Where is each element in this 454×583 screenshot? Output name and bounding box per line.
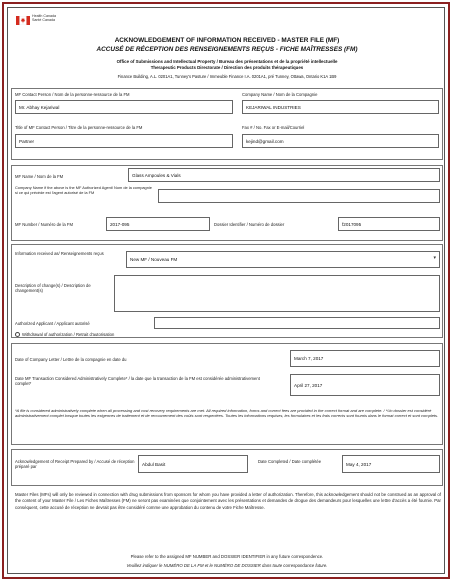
company-name-field[interactable]: KEJARIWAL INDUSTRIES <box>242 100 439 114</box>
info-received-label: Information received as/ Renseignements reçus <box>15 251 104 256</box>
master-file-notice: Master Files (MFs) will only be reviewed in connection with drug submissions from sponsors for whom you have provided a letter of authorization. Therefore, this acknowledgement should not be construed as an approval of the content of your Master File / Les Fiches Maîtresses (FM) ne seront pas examinées que conjointement avec les présentations et demandes de drogue des demandeurs pour lesquelles une lettre d'accès a été fournie. Par conséquent, cette accusé de réception ne devrait pas être considéré comme une approbation du contenu de votre Fiche Maîtresse. <box>15 492 441 510</box>
mf-number-label: MF Number / Numéro de la FM <box>15 222 73 227</box>
company-letter-date-field[interactable]: March 7, 2017 <box>290 350 440 367</box>
department-name <box>32 14 56 22</box>
prepared-by-label: Acknowledgement of Receipt Prepared by / Accusé de réception préparé par <box>15 459 135 469</box>
footer-line-en: Please refer to the assigned MF NUMBER and DOSSIER IDENTIFIER in any future correspondence. <box>130 554 324 559</box>
withdrawal-radio[interactable] <box>15 332 20 337</box>
admin-complete-note: *A file is considered administratively complete when all processing and cost recovery requirements are met. All required information, forms and correct fees are provided in the correct format and are complete. / *Un dossier est considéré administrativement complet lorsque toutes les exigences de traitement et de recouvrement des coûts sont respectées. Toutes les informations requises, les formulaires et les frais corrects sont fournis dans le format correct et sont complets. <box>15 408 439 419</box>
date-completed-field[interactable]: May 4, 2017 <box>342 455 440 473</box>
form-page <box>7 7 445 574</box>
dossier-id-field[interactable]: f2017095 <box>338 217 440 231</box>
info-received-value: New MF / Nouveau FM <box>130 257 178 262</box>
admin-complete-date-label: Date MF Transaction Considered Administratively Complete* / la date que la transaction de la FM est considérée administrativement complet* <box>15 376 260 386</box>
withdrawal-option[interactable] <box>15 332 114 337</box>
department-en: Health Canada <box>32 14 56 18</box>
mf-number-field[interactable]: 2017-095 <box>106 217 210 231</box>
contact-title-field[interactable]: Partner <box>15 134 233 148</box>
mf-name-label: MF Name / Nom de la FM <box>15 174 64 179</box>
authorized-applicant-field[interactable] <box>154 317 440 329</box>
description-label: Description of change(s) / Description de changement(s) <box>15 283 91 293</box>
department-fr: Santé Canada <box>32 18 55 22</box>
description-field[interactable] <box>114 275 440 312</box>
withdrawal-label: Withdrawal of authorization / Retrait d'autorisation <box>22 332 115 337</box>
office-line-2: Therapeutic Products Directorate / Direction des produits thérapeutiques <box>150 65 304 70</box>
agent-company-label: Company Name if the above is the MF Authorized Agent/ Nom de la compagnie si ce qui précède est l'agent autorisé de la FM <box>15 185 152 195</box>
office-address: Finance Building, A.L. 0201A1, Tunney's Pasture / Immeuble Finance I.A. 0201A1, pré Tunney, Ottawa, Ontario K1A 1B9 <box>117 74 337 79</box>
footer-line-fr: Veuillez indiquer le NUMÉRO DE LA FM et le NUMÉRO DE DOSSIER dans toute correspondance future. <box>126 563 328 568</box>
contact-title-label: Title of MF Contact Person / Titre de la personne-ressource de la FM <box>15 125 143 130</box>
canada-flag-icon <box>16 16 30 25</box>
date-completed-label: Date Completed / Date complétée <box>258 459 322 464</box>
company-name-label: Company Name / Nom de la Compagnie <box>242 92 318 97</box>
contact-section <box>11 88 443 160</box>
agent-company-field[interactable] <box>158 189 440 203</box>
fax-email-field[interactable]: kejind@gmail.com <box>242 134 439 148</box>
form-title-en: ACKNOWLEDGEMENT OF INFORMATION RECEIVED - MASTER FILE (MF) <box>114 37 340 44</box>
contact-person-field[interactable]: Mr. Abhay Kejariwal <box>15 100 233 114</box>
chevron-down-icon[interactable]: ▾ <box>433 255 436 261</box>
info-received-select[interactable] <box>126 251 440 268</box>
mf-name-field[interactable]: Glass Ampoules & Vials <box>128 168 440 182</box>
contact-person-label: MF Contact Person / Nom de la personne-ressource de la FM <box>15 92 130 97</box>
admin-complete-date-field[interactable]: April 27, 2017 <box>290 374 440 396</box>
authorized-applicant-label: Authorized Applicant / Applicant autorisé <box>15 321 90 326</box>
dossier-id-label: Dossier Identifier / Numéro de dossier <box>214 222 285 227</box>
company-letter-date-label: Date of Company Letter / Lettre de la compagnie en date du <box>15 357 127 362</box>
prepared-by-field[interactable]: Abdul Basit <box>138 455 248 473</box>
form-title-fr: ACCUSÉ DE RÉCEPTION DES RENSEIGNEMENTS REÇUS - FICHE MAÎTRESSES (FM) <box>96 46 358 53</box>
office-line-1: Office of Submissions and Intellectual Property / Bureau des présentations et de la propriété intellectuelle <box>116 59 338 64</box>
fax-email-label: Fax # / No. Fax or E-mail/Courriel <box>242 125 305 130</box>
